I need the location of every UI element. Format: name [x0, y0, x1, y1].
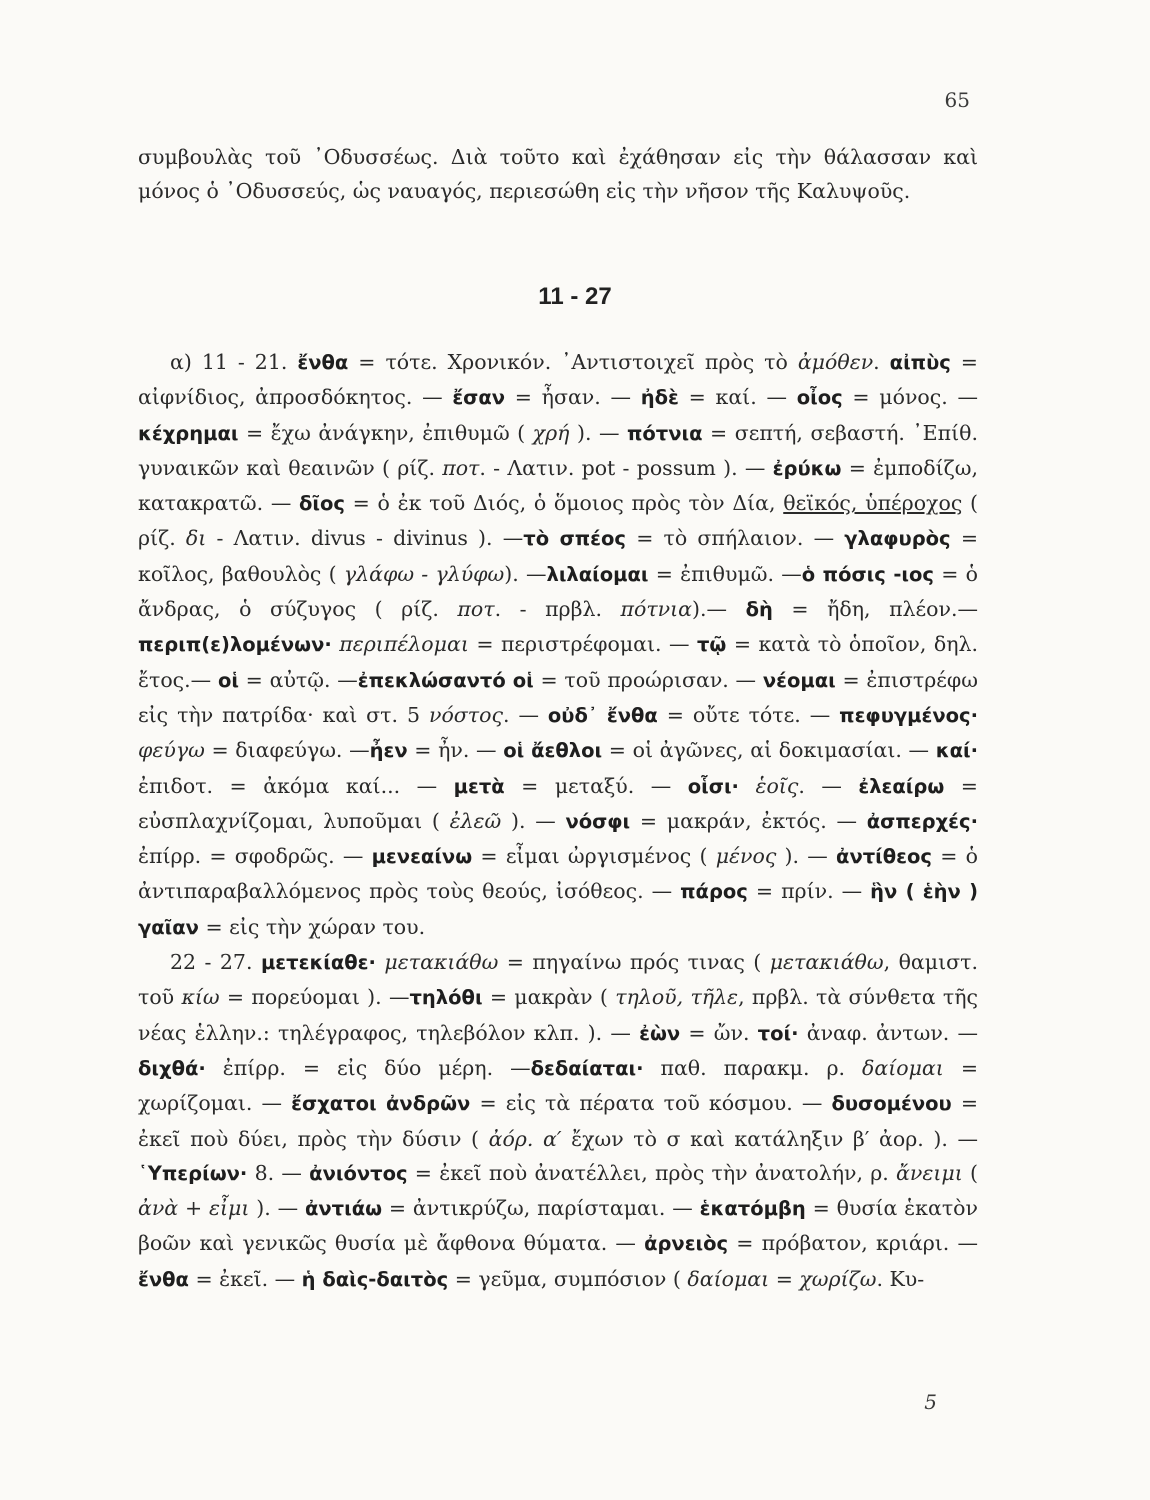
lemma: δῖος — [299, 492, 345, 516]
lemma: τηλόθι — [409, 986, 483, 1010]
text-run: = πηγαίνω πρός τινας ( — [498, 950, 770, 975]
text-run: , πρβλ. τὰ σύνθετα τῆς νέας ἑλλην.: τηλέγραφος, τηλεβόλον κλπ. ). — — [138, 985, 978, 1045]
lemma: ἀντιάω — [304, 1197, 383, 1221]
italic-term: ἀμόθεν — [797, 350, 874, 374]
text-run: = ἤδη, πλέον.— — [772, 597, 978, 622]
italic-term: τηλοῦ, τῆλε — [615, 985, 739, 1010]
lemma: πεφυγμένος· — [839, 703, 978, 727]
lemma: καί· — [935, 739, 978, 763]
lemma: δὴ — [745, 598, 773, 622]
commentary-paragraph-2 — [138, 945, 978, 1297]
lemma: ἀσπερχές· — [866, 809, 978, 833]
lemma: πάρος — [680, 880, 748, 904]
italic-term: δαίομαι — [862, 1055, 944, 1080]
italic-term: ἀόρ. α′ — [488, 1126, 562, 1151]
lemma: ἀρνειὸς — [644, 1232, 729, 1256]
text-run: . — — [502, 702, 548, 727]
commentary-paragraph-1 — [138, 345, 978, 945]
italic-term: μετακιάθω — [769, 950, 884, 975]
text-run: = χωρίζομαι. — — [138, 1055, 978, 1116]
text-run: ἔχων τὸ σ καὶ κατάληξιν β′ ἀορ. ). — — [561, 1126, 978, 1151]
lemma: ἐρύκω — [772, 456, 842, 480]
text-run: ).— — [692, 597, 746, 622]
text-run: ἐπίρρ. = σφοδρῶς. — — [138, 844, 372, 869]
text-run: = ἐμποδίζω, κατακρατῶ. — — [138, 455, 979, 516]
lemma: νέομαι — [762, 668, 836, 692]
text-run: = ὁ ἀντιπαραβαλλόμενος πρὸς τοὺς θεούς, ἰσόθεος. — — [138, 844, 978, 904]
text-run: . - πρβλ. — [494, 597, 621, 622]
text-run: = τοῦ προώρισαν. — — [533, 667, 763, 692]
text-run: = μακρὰν ( — [482, 985, 616, 1010]
text-run: = αἰφνίδιος, ἀπροσδόκητος. — — [138, 350, 978, 410]
lemma: ἐλεαίρω — [858, 774, 945, 798]
italic-term: ἄνειμι — [896, 1160, 963, 1185]
text-run: = πρόβατον, κριάρι. — — [728, 1231, 978, 1256]
lemma: λιλαίομαι — [546, 562, 649, 586]
lemma: ἑκατόμβη — [699, 1197, 806, 1221]
page-number: 65 — [944, 88, 970, 112]
section-title: 11 - 27 — [538, 283, 612, 310]
text-run: = εἶμαι ὠργισμένος ( — [472, 844, 716, 869]
text-run: = ἐκεῖ. — — [188, 1266, 302, 1291]
text-run: . Κυ- — [876, 1266, 925, 1291]
text-run: = κοῖλος, βαθουλὸς ( — [138, 526, 978, 586]
text-run: = ἐκεῖ ποὺ ἀνατέλλει, πρὸς τὴν ἀνατολήν, ρ. — [407, 1160, 897, 1185]
text-run: = οἱ ἀγῶνες, αἱ δοκιμασίαι. — — [602, 738, 936, 763]
text-run: . — — [798, 773, 859, 798]
text-run: = οὔτε τότε. — — [657, 702, 840, 727]
lemma: δυσομένου — [831, 1092, 952, 1116]
text-run: ). — — [569, 420, 627, 445]
text-run: = ἐπιστρέφω εἰς τὴν πατρίδα· καὶ στ. 5 — [138, 667, 978, 727]
text-run: . — [873, 350, 890, 374]
text-run: α) 11 - 21. — [170, 350, 298, 374]
lemma: κέχρημαι — [138, 421, 239, 445]
text-run: - Λατιν. divus - divinus ). — — [206, 526, 524, 551]
text-run: ). — — [504, 561, 547, 586]
lemma: ἔσαν — [452, 386, 506, 410]
italic-term: ποτ — [457, 597, 495, 622]
lemma: πότνια — [626, 421, 703, 445]
lemma: ἀντίθεος — [836, 845, 932, 869]
text-run: = γεῦμα, συμπόσιον ( — [448, 1266, 688, 1291]
text-run: = καί. — — [678, 385, 797, 410]
text-run: = εὐσπλαχνίζομαι, λυποῦμαι ( — [138, 773, 978, 833]
text-run: παθ. παρακμ. ρ. — [643, 1055, 863, 1080]
text-run: = ἦν. — — [407, 738, 504, 763]
lemma: δεδαίαται· — [530, 1056, 644, 1080]
text-run: = κατὰ τὸ ὁποῖον, δηλ. ἔτος.— — [138, 632, 978, 692]
lemma: γλαφυρὸς — [844, 527, 951, 551]
text-run — [739, 774, 756, 798]
text-run: , θαμιστ. τοῦ — [138, 950, 978, 1010]
lemma: οὐδ᾿ ἔνθα — [547, 703, 658, 727]
italic-term: δαίομαι = χωρίζω — [687, 1266, 877, 1291]
lemma: ἣν ( ἑὴν ) γαῖαν — [138, 880, 978, 939]
italic-term: μένος — [715, 844, 777, 869]
italic-term: ἀνὰ + εἶμι — [138, 1196, 250, 1221]
italic-term: μετακιάθω — [384, 950, 499, 975]
lemma: μετεκίαθε· — [260, 951, 376, 975]
lemma: μενεαίνω — [371, 845, 473, 869]
text-run: = πρίν. — — [747, 879, 871, 904]
text-run: 22 - 27. — [170, 950, 261, 975]
italic-term: χρή — [532, 420, 570, 445]
italic-term: φεύγω — [138, 738, 205, 763]
signature-mark: 5 — [924, 1390, 937, 1414]
italic-term: ἑοῖς — [755, 773, 799, 798]
text-run: = εἰς τὰ πέρατα τοῦ κόσμου. — — [470, 1091, 832, 1116]
commentary — [138, 345, 978, 1297]
lemma: ἔνθα — [138, 1267, 189, 1291]
lemma: οἶος — [796, 386, 843, 410]
text-run: = τότε. Χρονικόν. ᾿Αντιστοιχεῖ πρὸς τὸ — [348, 350, 798, 374]
text-run: = ἐπιθυμῶ. — — [648, 561, 802, 586]
text-run: = εἰς τὴν χώραν του. — [198, 914, 426, 939]
italic-term: περιπέλομαι — [339, 632, 469, 657]
text-run: 8. — — [247, 1160, 310, 1185]
lemma: ἡ δαὶς-δαιτὸς — [301, 1267, 449, 1291]
text-run: = σεπτή, σεβαστή. ᾿Επίθ. γυναικῶν καὶ θεαινῶν ( ρίζ. — [138, 420, 978, 480]
italic-term: ἐλεῶ — [449, 808, 502, 833]
lemma: οἷσι· — [687, 774, 739, 798]
lemma: οἱ — [217, 668, 239, 692]
text-run: = ὁ ἄνδρας, ὁ σύζυγος ( ρίζ. — [138, 561, 978, 622]
italic-term: νόστος — [429, 702, 503, 727]
text-run: = περιστρέφομαι. — — [468, 632, 697, 657]
lemma: τὸ σπέος — [523, 527, 626, 551]
text-run: . - Λατιν. pot - possum ). — — [479, 455, 773, 480]
lemma: περιπ(ε)λομένων· — [138, 633, 332, 657]
lemma: ὁ πόσις -ιος — [801, 562, 934, 586]
text-run: ( — [962, 1160, 979, 1185]
text-run: = τὸ σπήλαιον. — — [626, 526, 845, 551]
text-run: = αὐτῷ. — — [238, 667, 358, 692]
lemma: ἐὼν — [639, 1021, 681, 1045]
lemma: τοί· — [757, 1021, 799, 1045]
text-run: = ἐκεῖ ποὺ δύει, πρὸς τὴν δύσιν ( — [138, 1091, 978, 1151]
italic-term: κίω — [181, 985, 220, 1010]
lemma: διχθά· — [138, 1056, 206, 1080]
text-run: ἀναφ. ἀντων. — — [798, 1020, 978, 1045]
lemma: ἀνιόντος — [309, 1161, 408, 1185]
lemma: τῷ — [696, 633, 727, 657]
lemma: οἱ ἄεθλοι — [503, 739, 603, 763]
lemma: μετὰ — [453, 774, 505, 798]
lemma: ἔνθα — [297, 351, 349, 374]
text-run: = μεταξύ. — — [504, 773, 688, 798]
lemma: ἦεν — [369, 739, 408, 763]
text-run: = μακράν, ἐκτός. — — [630, 808, 867, 833]
intro-paragraph — [138, 140, 978, 209]
text-run: = ἦσαν. — — [505, 385, 641, 410]
text-run: = πορεύομαι ). — — [219, 985, 410, 1010]
text-run: ). — — [249, 1196, 305, 1221]
intro-text: συμβουλὰς τοῦ ᾿Οδυσσέως. Διὰ τοῦτο καὶ ἐχάθησαν εἰς τὴν θάλασσαν καὶ μόνος ὁ ᾿Οδυσσεύς, ὡς ναυαγός, περιεσώθη εἰς τὴν νῆσον τῆς Καλυψοῦς. — [138, 145, 978, 204]
lemma: ἐπεκλώσαντό οἱ — [357, 668, 534, 692]
text-run: = διαφεύγω. — — [204, 738, 370, 763]
text-run: = μόνος. — — [842, 385, 978, 410]
text-run: ἐπιδοτ. = ἀκόμα καί... — — [138, 773, 454, 798]
text-run: = ὤν. — [680, 1020, 758, 1045]
italic-term: γλάφω - γλύφω — [343, 561, 505, 586]
italic-term: ποτ — [442, 455, 480, 480]
text-run: = θυσία ἑκατὸν βοῶν καὶ γενικῶς θυσία μὲ ἄφθονα θύματα. — — [138, 1196, 978, 1256]
lemma: αἰπὺς — [889, 351, 951, 374]
text-run: = ἀντικρύζω, παρίσταμαι. — — [382, 1196, 700, 1221]
text-run: ( ρίζ. — [138, 491, 978, 551]
text-run: ). — — [776, 844, 837, 869]
lemma: νόσφι — [565, 809, 631, 833]
underlined-text: θεϊκός, ὑπέροχος — [783, 491, 963, 516]
lemma: ἔσχατοι ἀνδρῶν — [291, 1092, 471, 1116]
lemma: ῾Υπερίων· — [138, 1161, 248, 1185]
text-run: ἐπίρρ. = εἰς δύο μέρη. — — [205, 1055, 531, 1080]
text-run: = ὁ ἐκ τοῦ Διός, ὁ ὅμοιος πρὸς τὸν Δία, — [344, 491, 784, 516]
text-run: ). — — [501, 808, 566, 833]
italic-term: δι — [185, 526, 207, 551]
italic-term: πότνια — [620, 597, 693, 622]
text-run: = ἔχω ἀνάγκην, ἐπιθυμῶ ( — [238, 420, 533, 445]
lemma: ἠδὲ — [640, 386, 679, 410]
